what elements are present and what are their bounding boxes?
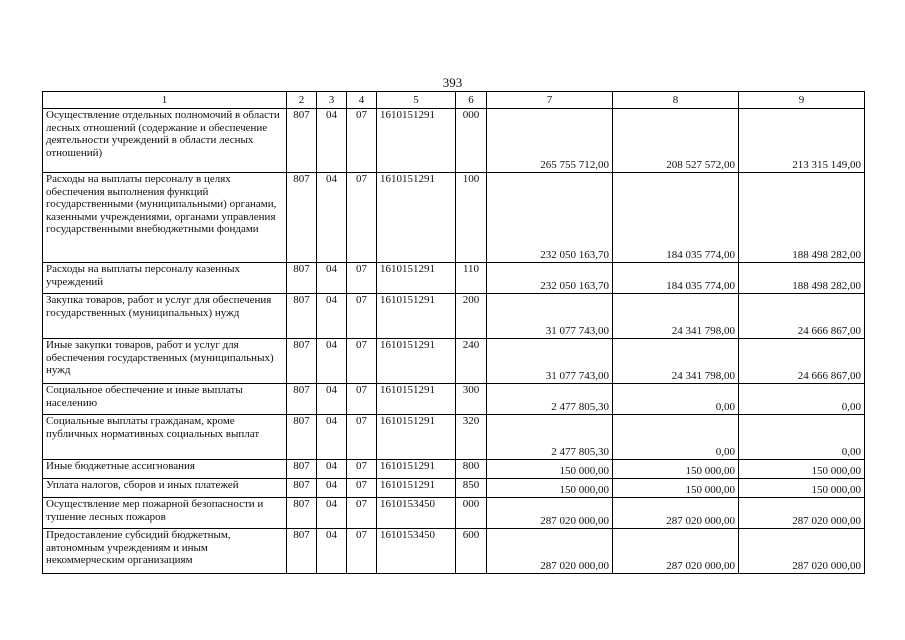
code-cell: 807 bbox=[287, 498, 317, 529]
code-cell: 1610151291 bbox=[377, 479, 456, 498]
code-cell: 1610151291 bbox=[377, 415, 456, 460]
table-row bbox=[43, 109, 865, 173]
column-header: 7 bbox=[487, 92, 613, 109]
amount-cell: 213 315 149,00 bbox=[739, 109, 865, 173]
code-cell: 04 bbox=[317, 460, 347, 479]
amount-cell: 31 077 743,00 bbox=[487, 339, 613, 384]
amount-cell: 287 020 000,00 bbox=[613, 498, 739, 529]
amount-cell: 232 050 163,70 bbox=[487, 173, 613, 263]
code-cell: 07 bbox=[347, 460, 377, 479]
code-cell: 07 bbox=[347, 294, 377, 339]
amount-cell: 265 755 712,00 bbox=[487, 109, 613, 173]
table-row bbox=[43, 294, 865, 339]
code-cell: 807 bbox=[287, 479, 317, 498]
code-cell: 240 bbox=[456, 339, 487, 384]
table-row bbox=[43, 173, 865, 263]
code-cell: 320 bbox=[456, 415, 487, 460]
amount-cell: 0,00 bbox=[739, 415, 865, 460]
code-cell: 807 bbox=[287, 173, 317, 263]
code-cell: 1610151291 bbox=[377, 109, 456, 173]
code-cell: 07 bbox=[347, 263, 377, 294]
row-name: Социальные выплаты гражданам, кроме публичных нормативных социальных выплат bbox=[43, 415, 287, 460]
code-cell: 100 bbox=[456, 173, 487, 263]
code-cell: 850 bbox=[456, 479, 487, 498]
table-row bbox=[43, 498, 865, 529]
code-cell: 807 bbox=[287, 263, 317, 294]
amount-cell: 232 050 163,70 bbox=[487, 263, 613, 294]
amount-cell: 24 666 867,00 bbox=[739, 294, 865, 339]
row-name: Осуществление мер пожарной безопасности и тушение лесных пожаров bbox=[43, 498, 287, 529]
column-header: 8 bbox=[613, 92, 739, 109]
page-number: 393 bbox=[442, 75, 463, 90]
table-row bbox=[43, 339, 865, 384]
amount-cell: 287 020 000,00 bbox=[613, 529, 739, 574]
code-cell: 04 bbox=[317, 479, 347, 498]
code-cell: 04 bbox=[317, 415, 347, 460]
code-cell: 300 bbox=[456, 384, 487, 415]
code-cell: 07 bbox=[347, 529, 377, 574]
code-cell: 07 bbox=[347, 384, 377, 415]
code-cell: 1610153450 bbox=[377, 498, 456, 529]
row-name: Уплата налогов, сборов и иных платежей bbox=[43, 479, 287, 498]
row-name: Осуществление отдельных полномочий в области лесных отношений (содержание и обеспечение деятельности учреждений в области лесных отношений) bbox=[43, 109, 287, 173]
code-cell: 04 bbox=[317, 263, 347, 294]
code-cell: 800 bbox=[456, 460, 487, 479]
amount-cell: 188 498 282,00 bbox=[739, 173, 865, 263]
amount-cell: 150 000,00 bbox=[739, 479, 865, 498]
code-cell: 1610153450 bbox=[377, 529, 456, 574]
code-cell: 04 bbox=[317, 498, 347, 529]
amount-cell: 208 527 572,00 bbox=[613, 109, 739, 173]
amount-cell: 150 000,00 bbox=[613, 460, 739, 479]
code-cell: 600 bbox=[456, 529, 487, 574]
column-header: 6 bbox=[456, 92, 487, 109]
table-row bbox=[43, 415, 865, 460]
table-row bbox=[43, 384, 865, 415]
amount-cell: 150 000,00 bbox=[739, 460, 865, 479]
code-cell: 04 bbox=[317, 294, 347, 339]
amount-cell: 287 020 000,00 bbox=[739, 498, 865, 529]
column-header: 1 bbox=[43, 92, 287, 109]
code-cell: 1610151291 bbox=[377, 384, 456, 415]
code-cell: 000 bbox=[456, 109, 487, 173]
column-header: 9 bbox=[739, 92, 865, 109]
code-cell: 04 bbox=[317, 173, 347, 263]
amount-cell: 150 000,00 bbox=[487, 479, 613, 498]
column-header: 3 bbox=[317, 92, 347, 109]
table-row bbox=[43, 263, 865, 294]
amount-cell: 24 341 798,00 bbox=[613, 294, 739, 339]
amount-cell: 2 477 805,30 bbox=[487, 415, 613, 460]
code-cell: 07 bbox=[347, 479, 377, 498]
row-name: Социальное обеспечение и иные выплаты населению bbox=[43, 384, 287, 415]
budget-table bbox=[42, 91, 865, 574]
amount-cell: 0,00 bbox=[613, 384, 739, 415]
column-header: 2 bbox=[287, 92, 317, 109]
code-cell: 1610151291 bbox=[377, 263, 456, 294]
amount-cell: 24 341 798,00 bbox=[613, 339, 739, 384]
amount-cell: 150 000,00 bbox=[613, 479, 739, 498]
code-cell: 807 bbox=[287, 415, 317, 460]
code-cell: 807 bbox=[287, 529, 317, 574]
code-cell: 000 bbox=[456, 498, 487, 529]
code-cell: 807 bbox=[287, 339, 317, 384]
code-cell: 200 bbox=[456, 294, 487, 339]
code-cell: 07 bbox=[347, 109, 377, 173]
amount-cell: 0,00 bbox=[739, 384, 865, 415]
amount-cell: 287 020 000,00 bbox=[739, 529, 865, 574]
amount-cell: 0,00 bbox=[613, 415, 739, 460]
code-cell: 807 bbox=[287, 384, 317, 415]
code-cell: 04 bbox=[317, 339, 347, 384]
code-cell: 04 bbox=[317, 109, 347, 173]
amount-cell: 287 020 000,00 bbox=[487, 498, 613, 529]
amount-cell: 150 000,00 bbox=[487, 460, 613, 479]
amount-cell: 2 477 805,30 bbox=[487, 384, 613, 415]
code-cell: 1610151291 bbox=[377, 173, 456, 263]
row-name: Расходы на выплаты персоналу в целях обеспечения выполнения функций государственными (муниципальными) органами, казенными учреждениями, органами управления государственными внебюджетными фондами bbox=[43, 173, 287, 263]
amount-cell: 184 035 774,00 bbox=[613, 173, 739, 263]
row-name: Закупка товаров, работ и услуг для обеспечения государственных (муниципальных) нужд bbox=[43, 294, 287, 339]
code-cell: 807 bbox=[287, 294, 317, 339]
row-name: Иные бюджетные ассигнования bbox=[43, 460, 287, 479]
code-cell: 807 bbox=[287, 460, 317, 479]
amount-cell: 188 498 282,00 bbox=[739, 263, 865, 294]
code-cell: 110 bbox=[456, 263, 487, 294]
code-cell: 1610151291 bbox=[377, 460, 456, 479]
amount-cell: 184 035 774,00 bbox=[613, 263, 739, 294]
column-header: 4 bbox=[347, 92, 377, 109]
code-cell: 04 bbox=[317, 529, 347, 574]
amount-cell: 24 666 867,00 bbox=[739, 339, 865, 384]
row-name: Предоставление субсидий бюджетным, автономным учреждениям и иным некоммерческим организациям bbox=[43, 529, 287, 574]
code-cell: 807 bbox=[287, 109, 317, 173]
table-row bbox=[43, 529, 865, 574]
code-cell: 07 bbox=[347, 415, 377, 460]
column-header: 5 bbox=[377, 92, 456, 109]
table-row bbox=[43, 479, 865, 498]
header-row bbox=[43, 92, 865, 109]
row-name: Иные закупки товаров, работ и услуг для обеспечения государственных (муниципальных) нужд bbox=[43, 339, 287, 384]
code-cell: 04 bbox=[317, 384, 347, 415]
code-cell: 1610151291 bbox=[377, 294, 456, 339]
row-name: Расходы на выплаты персоналу казенных учреждений bbox=[43, 263, 287, 294]
code-cell: 1610151291 bbox=[377, 339, 456, 384]
amount-cell: 287 020 000,00 bbox=[487, 529, 613, 574]
amount-cell: 31 077 743,00 bbox=[487, 294, 613, 339]
code-cell: 07 bbox=[347, 173, 377, 263]
code-cell: 07 bbox=[347, 339, 377, 384]
table-row bbox=[43, 460, 865, 479]
code-cell: 07 bbox=[347, 498, 377, 529]
